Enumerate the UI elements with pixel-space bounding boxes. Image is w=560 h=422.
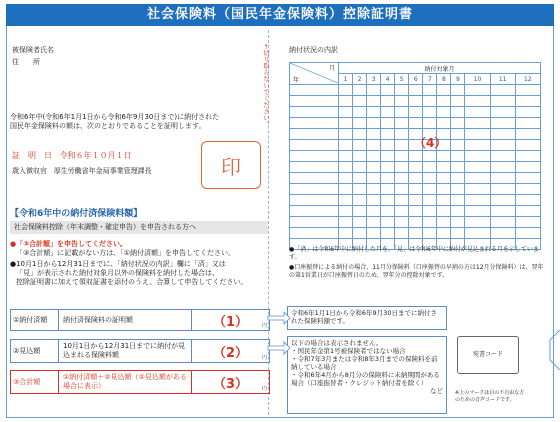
table-cell [437, 162, 451, 173]
bullet-2-line-3: 控除証明書に加えて領収証書を添付のうえ、合算して申告してください。 [16, 278, 248, 286]
arrow-row-1 [268, 312, 290, 324]
table-cell [395, 96, 409, 107]
table-cell [409, 118, 423, 129]
table-cell [290, 228, 339, 239]
table-cell [490, 151, 515, 162]
month-5: 5 [395, 74, 409, 85]
table-cell [423, 217, 437, 228]
table-cell [367, 228, 381, 239]
table-cell [490, 96, 515, 107]
table-cell [465, 195, 490, 206]
table-cell [367, 217, 381, 228]
table-cell [409, 217, 423, 228]
edge-notch [546, 330, 560, 370]
payment-status-table [289, 62, 541, 250]
table-cell [353, 184, 367, 195]
table-cell [423, 96, 437, 107]
row-paid-amount [10, 309, 270, 331]
table-cell [353, 151, 367, 162]
cert-date-label: 証 明 日 [12, 151, 52, 160]
paid-amount-note-box: 令和6年1月1日から令和6年9月30日までに納付された保険料額です。 [287, 306, 447, 330]
month-2: 2 [353, 74, 367, 85]
arrow-row-2 [268, 342, 290, 354]
table-cell [515, 107, 540, 118]
table-cell [381, 195, 395, 206]
table-cell [367, 96, 381, 107]
connector-arrows [266, 312, 290, 392]
bullet-2-line-1: ●10月1日から12月31日までに、「納付状況の内訳」欄に「済」又は [10, 260, 226, 268]
table-cell [339, 162, 353, 173]
table-cell [381, 206, 395, 217]
month-9: 9 [451, 74, 465, 85]
table-cell [395, 217, 409, 228]
certificate-title: 社会保険料（国民年金保険料）控除証明書 [6, 4, 554, 26]
table-row [290, 118, 541, 129]
table-cell [339, 195, 353, 206]
address-label: 住 所 [12, 58, 40, 66]
not-displayed-item-2: ・令和7年3月または令和8年3月までの保険料を前納している場合 [291, 355, 438, 371]
table-cell [515, 129, 540, 140]
table-cell [423, 195, 437, 206]
month-12: 12 [515, 74, 540, 85]
table-cell [367, 173, 381, 184]
grid-body [290, 85, 541, 250]
table-cell [515, 96, 540, 107]
table-cell [290, 173, 339, 184]
table-cell [353, 140, 367, 151]
table-cell [353, 107, 367, 118]
table-row [290, 151, 541, 162]
intro-line-2: 国民年金保険料の額は、次のとおりであることを証明します。 [10, 122, 206, 130]
authority-label: 歳入徴収官 [12, 167, 47, 175]
table-row [290, 217, 541, 228]
table-cell [423, 118, 437, 129]
not-displayed-note-box [287, 336, 447, 414]
yen-unit: 円 [261, 386, 267, 392]
table-cell [437, 206, 451, 217]
table-cell [353, 217, 367, 228]
table-cell [451, 107, 465, 118]
table-cell [381, 151, 395, 162]
month-8: 8 [437, 74, 451, 85]
table-cell [465, 129, 490, 140]
table-cell [465, 206, 490, 217]
row-3-value: （3） 円 [212, 376, 267, 392]
not-displayed-item-3: ・令和6年4月から8月分の保険料に未納期間がある場合（口座振替者・クレジット納付者を除く） [291, 371, 440, 387]
table-cell [395, 228, 409, 239]
table-cell [451, 162, 465, 173]
table-cell [395, 162, 409, 173]
table-cell [515, 184, 540, 195]
table-cell [381, 85, 395, 96]
table-cell [451, 173, 465, 184]
table-cell [290, 206, 339, 217]
table-cell [367, 118, 381, 129]
table-row [290, 184, 541, 195]
month-7: 7 [423, 74, 437, 85]
table-cell [395, 140, 409, 151]
deduction-notice-bar: 社会保険料控除（年末調整・確定申告）を申告される方へ [10, 221, 268, 234]
table-cell [515, 118, 540, 129]
month-11: 11 [490, 74, 515, 85]
table-cell [339, 151, 353, 162]
table-cell [367, 206, 381, 217]
table-cell [290, 162, 339, 173]
table-cell [353, 206, 367, 217]
table-cell [395, 173, 409, 184]
note-1: ●「済」は令和6年中に納付した月を、「見」は令和6年中に納付が見込まれる月を示しています。 [289, 246, 539, 261]
table-cell [353, 129, 367, 140]
table-cell [395, 195, 409, 206]
table-cell [367, 195, 381, 206]
table-cell [290, 217, 339, 228]
table-cell [381, 173, 395, 184]
table-cell [515, 162, 540, 173]
not-displayed-item-1: ・国民年金第1号被保険者ではない場合 [291, 347, 406, 355]
table-cell [290, 107, 339, 118]
table-cell [465, 118, 490, 129]
table-cell [353, 118, 367, 129]
table-cell [339, 140, 353, 151]
table-cell [409, 206, 423, 217]
table-cell [339, 107, 353, 118]
table-cell [409, 173, 423, 184]
table-cell [381, 228, 395, 239]
table-cell [490, 140, 515, 151]
table-cell [465, 184, 490, 195]
table-cell [515, 151, 540, 162]
table-cell [490, 118, 515, 129]
table-cell [490, 228, 515, 239]
table-cell [409, 96, 423, 107]
breakdown-marker: （4） [414, 136, 447, 150]
voice-code-note: ※上のマークは目の不自由な方のための音声コードです。 [455, 390, 525, 403]
table-cell [339, 217, 353, 228]
table-cell [490, 217, 515, 228]
table-cell [381, 140, 395, 151]
table-cell [381, 118, 395, 129]
month-1: 1 [339, 74, 353, 85]
table-cell [353, 195, 367, 206]
table-cell [515, 173, 540, 184]
table-cell [465, 217, 490, 228]
table-cell [451, 217, 465, 228]
table-cell [409, 151, 423, 162]
table-cell [339, 118, 353, 129]
table-cell [395, 129, 409, 140]
table-cell [515, 228, 540, 239]
yen-unit: 円 [261, 355, 267, 361]
table-cell [339, 85, 353, 96]
table-cell [290, 129, 339, 140]
table-cell [490, 162, 515, 173]
table-cell [339, 228, 353, 239]
table-cell [409, 162, 423, 173]
table-cell [381, 96, 395, 107]
table-cell [290, 118, 339, 129]
year-month-header [290, 63, 339, 85]
table-cell [339, 184, 353, 195]
table-cell [451, 118, 465, 129]
table-row [290, 107, 541, 118]
table-cell [339, 206, 353, 217]
status-notes [289, 246, 547, 280]
bullet-notes [10, 240, 266, 287]
table-cell [409, 228, 423, 239]
not-displayed-tail: など [430, 387, 443, 395]
table-cell [423, 228, 437, 239]
table-cell [381, 184, 395, 195]
table-cell [423, 173, 437, 184]
table-cell [490, 184, 515, 195]
table-cell [451, 228, 465, 239]
cut-warning-text: ←切り取らないでください。 [262, 44, 270, 128]
month-4: 4 [381, 74, 395, 85]
month-10: 10 [465, 74, 490, 85]
table-cell [451, 151, 465, 162]
table-cell [451, 96, 465, 107]
table-cell [367, 151, 381, 162]
row-3-desc: ①納付済額＋②見込額（②見込額がある場合に表示） [59, 371, 192, 393]
table-cell [290, 195, 339, 206]
table-cell [339, 173, 353, 184]
table-cell [353, 85, 367, 96]
table-cell [465, 228, 490, 239]
breakdown-title: 納付状況の内訳 [289, 46, 338, 54]
table-cell [409, 184, 423, 195]
table-cell [395, 184, 409, 195]
table-row [290, 96, 541, 107]
table-cell [490, 85, 515, 96]
intro-line-1: 令和6年中(令和6年1月1日から令和6年9月30日まで)に納付された [10, 113, 220, 121]
table-cell [395, 151, 409, 162]
table-cell [409, 195, 423, 206]
table-cell [465, 173, 490, 184]
table-cell [437, 184, 451, 195]
table-cell [367, 140, 381, 151]
table-cell [381, 217, 395, 228]
table-cell [409, 85, 423, 96]
table-cell [515, 195, 540, 206]
table-cell [515, 85, 540, 96]
table-cell [451, 140, 465, 151]
table-cell [515, 140, 540, 151]
note-2: ●口座振替による納付の場合、11月分保険料（口座振替の早割の方は12月分保険料）は、翌年の第1営業日が口座振替日のため、翌年分の控除対象です。 [289, 264, 544, 279]
table-cell [290, 184, 339, 195]
table-cell [367, 107, 381, 118]
table-cell [451, 206, 465, 217]
table-cell [339, 129, 353, 140]
table-cell [465, 85, 490, 96]
row-3-label: ③合計額 [11, 371, 59, 393]
table-cell [381, 107, 395, 118]
row-2-label: ②見込額 [11, 340, 59, 362]
table-cell [465, 162, 490, 173]
section-title: 【令和6年中の納付済保険料額】 [10, 209, 143, 219]
table-cell [367, 85, 381, 96]
table-cell [395, 85, 409, 96]
table-row [290, 85, 541, 96]
table-cell [381, 162, 395, 173]
cert-date-row [12, 150, 132, 161]
table-cell [437, 151, 451, 162]
table-cell [437, 107, 451, 118]
seal-stamp: 印 [201, 141, 261, 189]
table-row [290, 162, 541, 173]
row-2-value: （2） 円 [212, 345, 267, 361]
row-1-label: ①納付済額 [11, 310, 59, 330]
not-displayed-title: 以下の場合は表示されません。 [291, 339, 383, 347]
table-cell [339, 96, 353, 107]
row-estimated-amount [10, 339, 270, 363]
table-cell [465, 96, 490, 107]
table-row [290, 206, 541, 217]
table-cell [395, 206, 409, 217]
bullet-2-line-2: 「見」が表示された納付対象月以外の保険料を納付した場合は、 [16, 269, 219, 277]
table-cell [423, 184, 437, 195]
row-2-desc: 10月1日から12月31日までに納付が見込まれる保険料額 [59, 340, 192, 362]
table-cell [465, 107, 490, 118]
month-6: 6 [409, 74, 423, 85]
bullet-1-title: ●「③合計額」を申告してください。 [10, 240, 128, 248]
table-cell [437, 85, 451, 96]
bullet-1-sub: 「③合計額」に記載がない方は、「①納付済額」を申告してください。 [16, 249, 236, 257]
table-cell [290, 151, 339, 162]
table-cell [423, 206, 437, 217]
table-cell [353, 228, 367, 239]
table-cell [423, 85, 437, 96]
table-cell [490, 206, 515, 217]
table-cell [437, 195, 451, 206]
table-cell [515, 206, 540, 217]
table-cell [290, 96, 339, 107]
month-3: 3 [367, 74, 381, 85]
payment-target-month-header: 納付対象月 [339, 63, 541, 74]
table-cell [381, 129, 395, 140]
table-cell [367, 162, 381, 173]
table-cell [451, 85, 465, 96]
row-1-value: （1） 円 [212, 314, 267, 330]
table-cell [490, 129, 515, 140]
table-cell [290, 140, 339, 151]
table-cell [409, 107, 423, 118]
table-cell [490, 195, 515, 206]
table-cell [490, 107, 515, 118]
table-cell [465, 140, 490, 151]
row-1-desc: 納付済保険料の証明額 [59, 310, 192, 330]
table-cell [353, 173, 367, 184]
yen-unit: 円 [261, 323, 267, 329]
intro-text [10, 113, 265, 131]
authority-name: 厚生労働省年金局事業管理課長 [53, 167, 152, 175]
table-cell [367, 184, 381, 195]
table-cell [451, 129, 465, 140]
insured-name-label: 被保険者氏名 [12, 46, 54, 54]
table-cell [437, 217, 451, 228]
table-cell [423, 162, 437, 173]
table-cell [395, 107, 409, 118]
table-cell [437, 173, 451, 184]
table-cell [490, 173, 515, 184]
authority-row [12, 167, 152, 176]
table-cell [423, 151, 437, 162]
table-cell [515, 217, 540, 228]
table-cell [353, 96, 367, 107]
table-cell [290, 85, 339, 96]
cert-date: 令和６年１０月１日 [59, 151, 132, 160]
voice-code-box [457, 336, 519, 374]
table-cell [451, 184, 465, 195]
table-row [290, 195, 541, 206]
table-row [290, 228, 541, 239]
table-cell [395, 118, 409, 129]
year-header: 年 [293, 77, 300, 84]
month-header: 月 [328, 65, 335, 72]
table-cell [437, 228, 451, 239]
table-cell [437, 118, 451, 129]
table-cell [423, 107, 437, 118]
voice-code-label: 宛書コード [472, 351, 503, 358]
row-total-amount [10, 370, 270, 394]
table-cell [367, 129, 381, 140]
table-row [290, 173, 541, 184]
table-cell [451, 195, 465, 206]
table-cell [465, 151, 490, 162]
table-cell [353, 162, 367, 173]
table-cell [437, 96, 451, 107]
